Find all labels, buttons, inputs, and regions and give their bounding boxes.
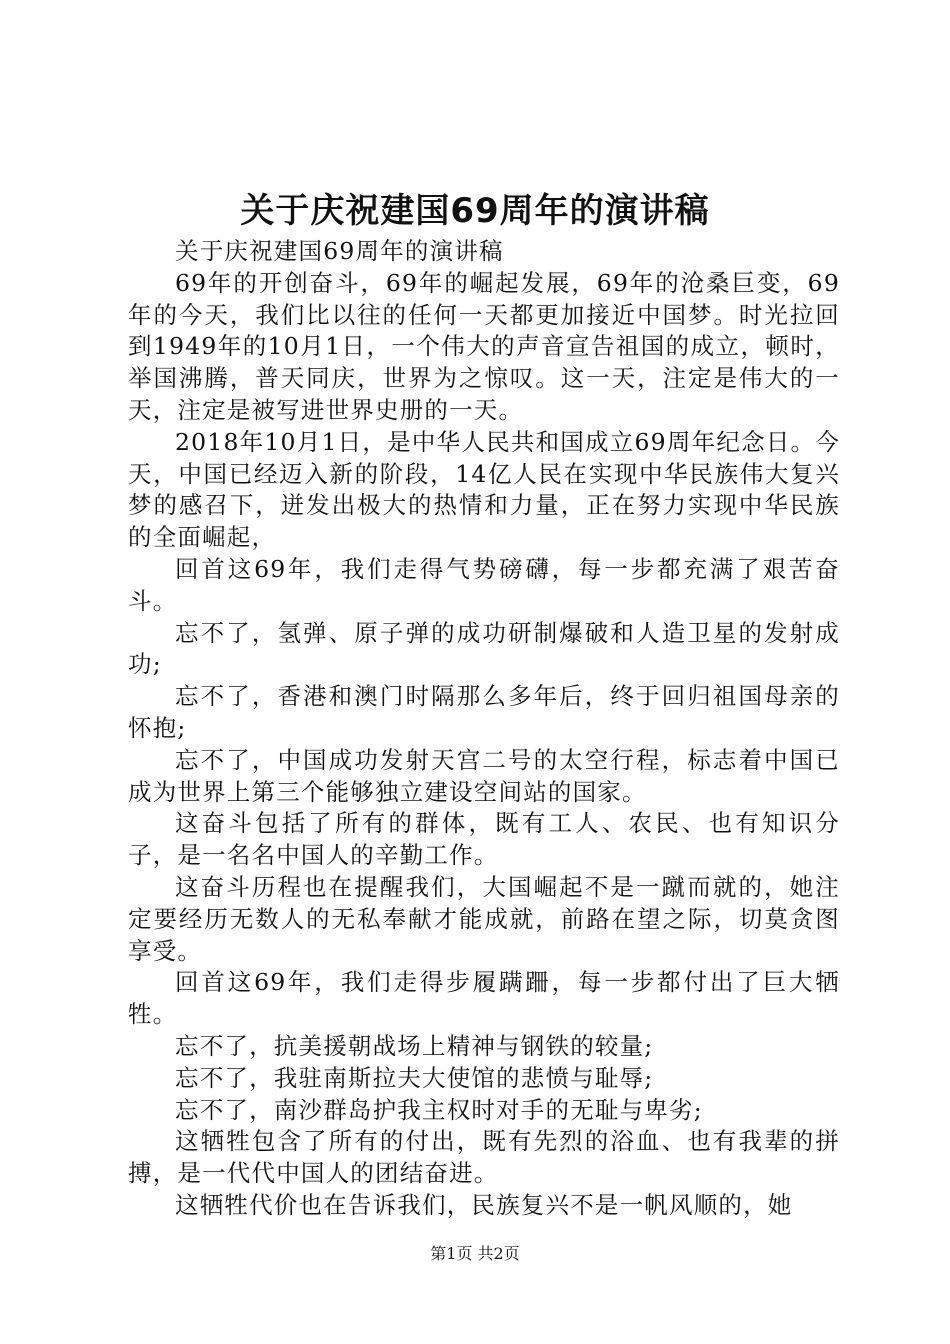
paragraph: 关于庆祝建国69周年的演讲稿: [175, 237, 504, 265]
paragraph: 忘不了，香港和澳门时隔那么多年后，终于回归祖国母亲的怀抱;: [128, 682, 840, 742]
paragraph: 这牺牲包含了所有的付出，既有先烈的浴血、也有我辈的拼搏，是一代代中国人的团结奋进。: [128, 1127, 840, 1188]
paragraph: 69年的开创奋斗，69年的崛起发展，69年的沧桑巨变，69年的今天，我们比以往的任何一天都更加接近中国梦。时光拉回到1949年的10月1日，一个伟大的声音宣告祖国的成立，顿时，举国沸腾，普天同庆，世界为之惊叹。这一天，注定是伟大的一天，注定是被写进世界史册的一天。: [128, 268, 840, 424]
document-body: [128, 236, 840, 1222]
paragraph: 这牺牲代价也在告诉我们，民族复兴不是一帆风顺的，她: [175, 1190, 793, 1219]
paragraph: 忘不了，氢弹、原子弹的成功研制爆破和人造卫星的发射成功;: [128, 618, 840, 679]
page-title: 关于庆祝建国69周年的演讲稿: [240, 191, 710, 231]
paragraph: 忘不了，南沙群岛护我主权时对手的无耻与卑劣;: [175, 1095, 703, 1124]
paragraph: 忘不了，我驻南斯拉夫大使馆的悲愤与耻辱;: [175, 1063, 654, 1092]
paragraph: 这奋斗历程也在提醒我们，大国崛起不是一蹴而就的，她注定要经历无数人的无私奉献才能成就，前路在望之际，切莫贪图享受。: [128, 872, 840, 965]
paragraph: 2018年10月1日，是中华人民共和国成立69周年纪念日。今天，中国已经迈入新的阶段，14亿人民在实现中华民族伟大复兴梦的感召下，迸发出极大的热情和力量，正在努力实现中华民族的全面崛起，: [128, 427, 840, 552]
paragraph: 忘不了，中国成功发射天宫二号的太空行程，标志着中国已成为世界上第三个能够独立建设空间站的国家。: [128, 745, 840, 806]
paragraph: 这奋斗包括了所有的群体，既有工人、农民、也有知识分子，是一名名中国人的辛勤工作。: [128, 809, 840, 870]
paragraph: 回首这69年，我们走得气势磅礴，每一步都充满了艰苦奋斗。: [128, 554, 840, 615]
page-footer: 第1页 共2页: [430, 1244, 520, 1263]
paragraph: 忘不了，抗美援朝战场上精神与钢铁的较量;: [175, 1031, 654, 1060]
paragraph: 回首这69年，我们走得步履蹒跚，每一步都付出了巨大牺牲。: [128, 968, 840, 1029]
